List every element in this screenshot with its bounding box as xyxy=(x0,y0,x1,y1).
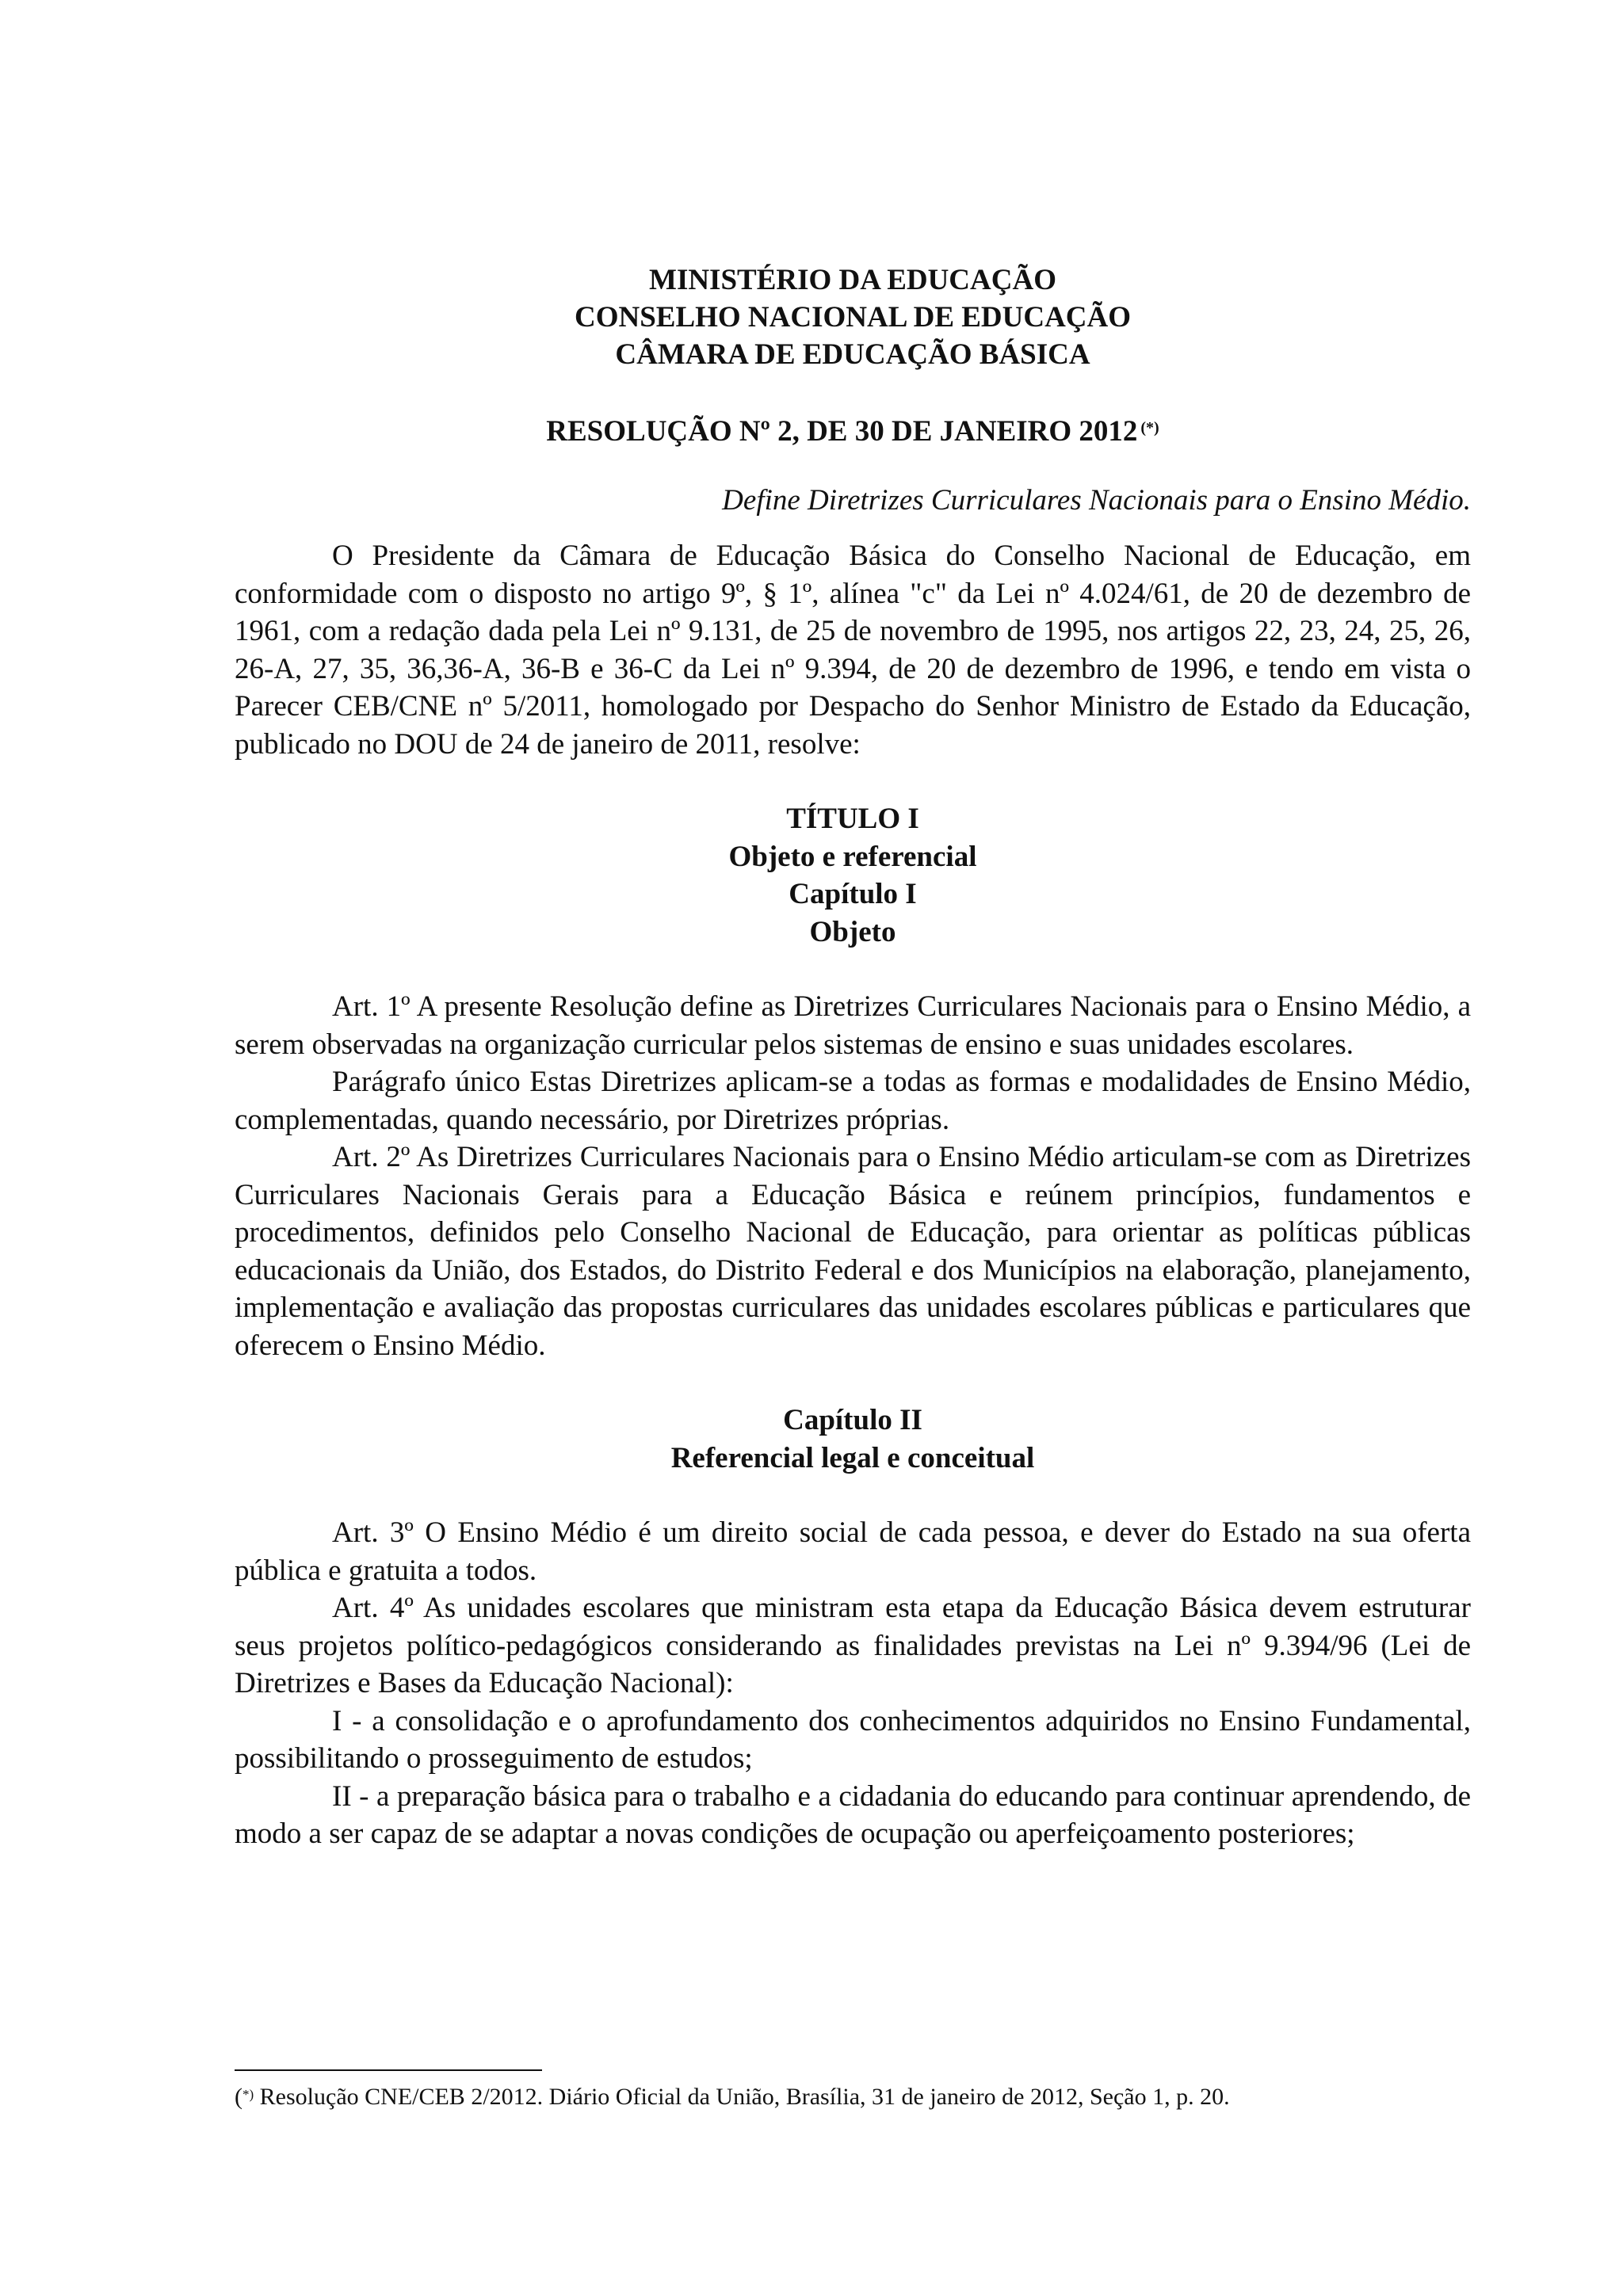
footnote-area xyxy=(235,2069,1471,2112)
chapter-2-body xyxy=(235,1514,1471,1853)
article-paragraph: Art. 2º As Diretrizes Curriculares Nacionais para o Ensino Médio articulam-se com as Diretrizes Curriculares Nacionais Gerais para a Educação Básica e reúnem princípios, fundamentos e procedimentos, definidos pelo Conselho Nacional de Educação, para orientar as políticas públicas educacionais da União, dos Estados, do Distrito Federal e dos Municípios na elaboração, planejamento, implementação e avaliação das propostas curriculares das unidades escolares públicas e particulares que oferecem o Ensino Médio. xyxy=(235,1141,1471,1362)
footnote-content: Resolução CNE/CEB 2/2012. Diário Oficial da União, Brasília, 31 de janeiro de 2012, Seção 1, p. 20. xyxy=(254,2084,1230,2110)
chapter-2-title: Capítulo II xyxy=(783,1404,922,1436)
article-item: II - a preparação básica para o trabalho e a cidadania do educando para continuar aprendendo, de modo a ser capaz de se adaptar a novas condições de ocupação ou aperfeiçoamento posteriores; xyxy=(235,1779,1471,1850)
article-paragraph: Parágrafo único Estas Diretrizes aplicam-se a todas as formas e modalidades de Ensino Médio, complementadas, quando necessário, por Diretrizes próprias. xyxy=(235,1066,1471,1136)
titulo-1-heading xyxy=(235,800,1471,951)
resolution-title xyxy=(235,413,1471,450)
footnote-marker: *) xyxy=(242,2087,254,2102)
chapter-2-subtitle: Referencial legal e conceitual xyxy=(670,1441,1035,1474)
footnote-reference-marker: (*) xyxy=(1140,419,1159,437)
institution-header xyxy=(235,261,1471,373)
preamble-paragraph: O Presidente da Câmara de Educação Básica do Conselho Nacional de Educação, em conformidade com o disposto no artigo 9º, § 1º, alínea "c" da Lei nº 4.024/61, de 20 de dezembro de 1961, com a redação dada pela Lei nº 9.131, de 25 de novembro de 1995, nos artigos 22, 23, 24, 25, 26, 26-A, 27, 35, 36,36-A, 36-B e 36-C da Lei nº 9.394, de 20 de dezembro de 1996, e tendo em vista o Parecer CEB/CNE nº 5/2011, homologado por Despacho do Senhor Ministro de Estado da Educação, publicado no DOU de 24 de janeiro de 2011, resolve: xyxy=(235,540,1471,761)
titulo-1-subtitle: Objeto e referencial xyxy=(728,840,977,873)
article-item: I - a consolidação e o aprofundamento dos conhecimentos adquiridos no Ensino Fundamental, possibilitando o prosseguimento de estudos; xyxy=(235,1704,1471,1775)
article-paragraph: Art. 1º A presente Resolução define as Diretrizes Curriculares Nacionais para o Ensino Médio, a serem observadas na organização curricular pelos sistemas de ensino e suas unidades escolares. xyxy=(235,990,1471,1061)
resolution-ementa: Define Diretrizes Curriculares Nacionais para o Ensino Médio. xyxy=(722,484,1471,517)
titulo-1-title: TÍTULO I xyxy=(786,803,919,835)
resolution-title-text: RESOLUÇÃO Nº 2, DE 30 DE JANEIRO 2012 xyxy=(546,415,1138,448)
header-council: CONSELHO NACIONAL DE EDUCAÇÃO xyxy=(574,301,1132,334)
header-ministry: MINISTÉRIO DA EDUCAÇÃO xyxy=(649,264,1056,296)
footnote-marker-open: ( xyxy=(235,2084,242,2110)
article-paragraph: Art. 4º As unidades escolares que ministram esta etapa da Educação Básica devem estruturar seus projetos político-pedagógicos considerando as finalidades previstas na Lei nº 9.394/96 (Lei de Diretrizes e Bases da Educação Nacional): xyxy=(235,1592,1471,1699)
document-page xyxy=(235,261,1471,1853)
chapter-1-subtitle: Objeto xyxy=(809,915,896,948)
chapter-1-title: Capítulo I xyxy=(789,878,917,910)
footnote-divider xyxy=(235,2069,542,2071)
chapter-2-heading xyxy=(235,1402,1471,1477)
footnote-text xyxy=(235,2082,1471,2112)
article-paragraph: Art. 3º O Ensino Médio é um direito social de cada pessoa, e dever do Estado na sua oferta pública e gratuita a todos. xyxy=(235,1516,1471,1587)
chapter-1-body xyxy=(235,988,1471,1364)
header-chamber: CÂMARA DE EDUCAÇÃO BÁSICA xyxy=(615,338,1090,371)
